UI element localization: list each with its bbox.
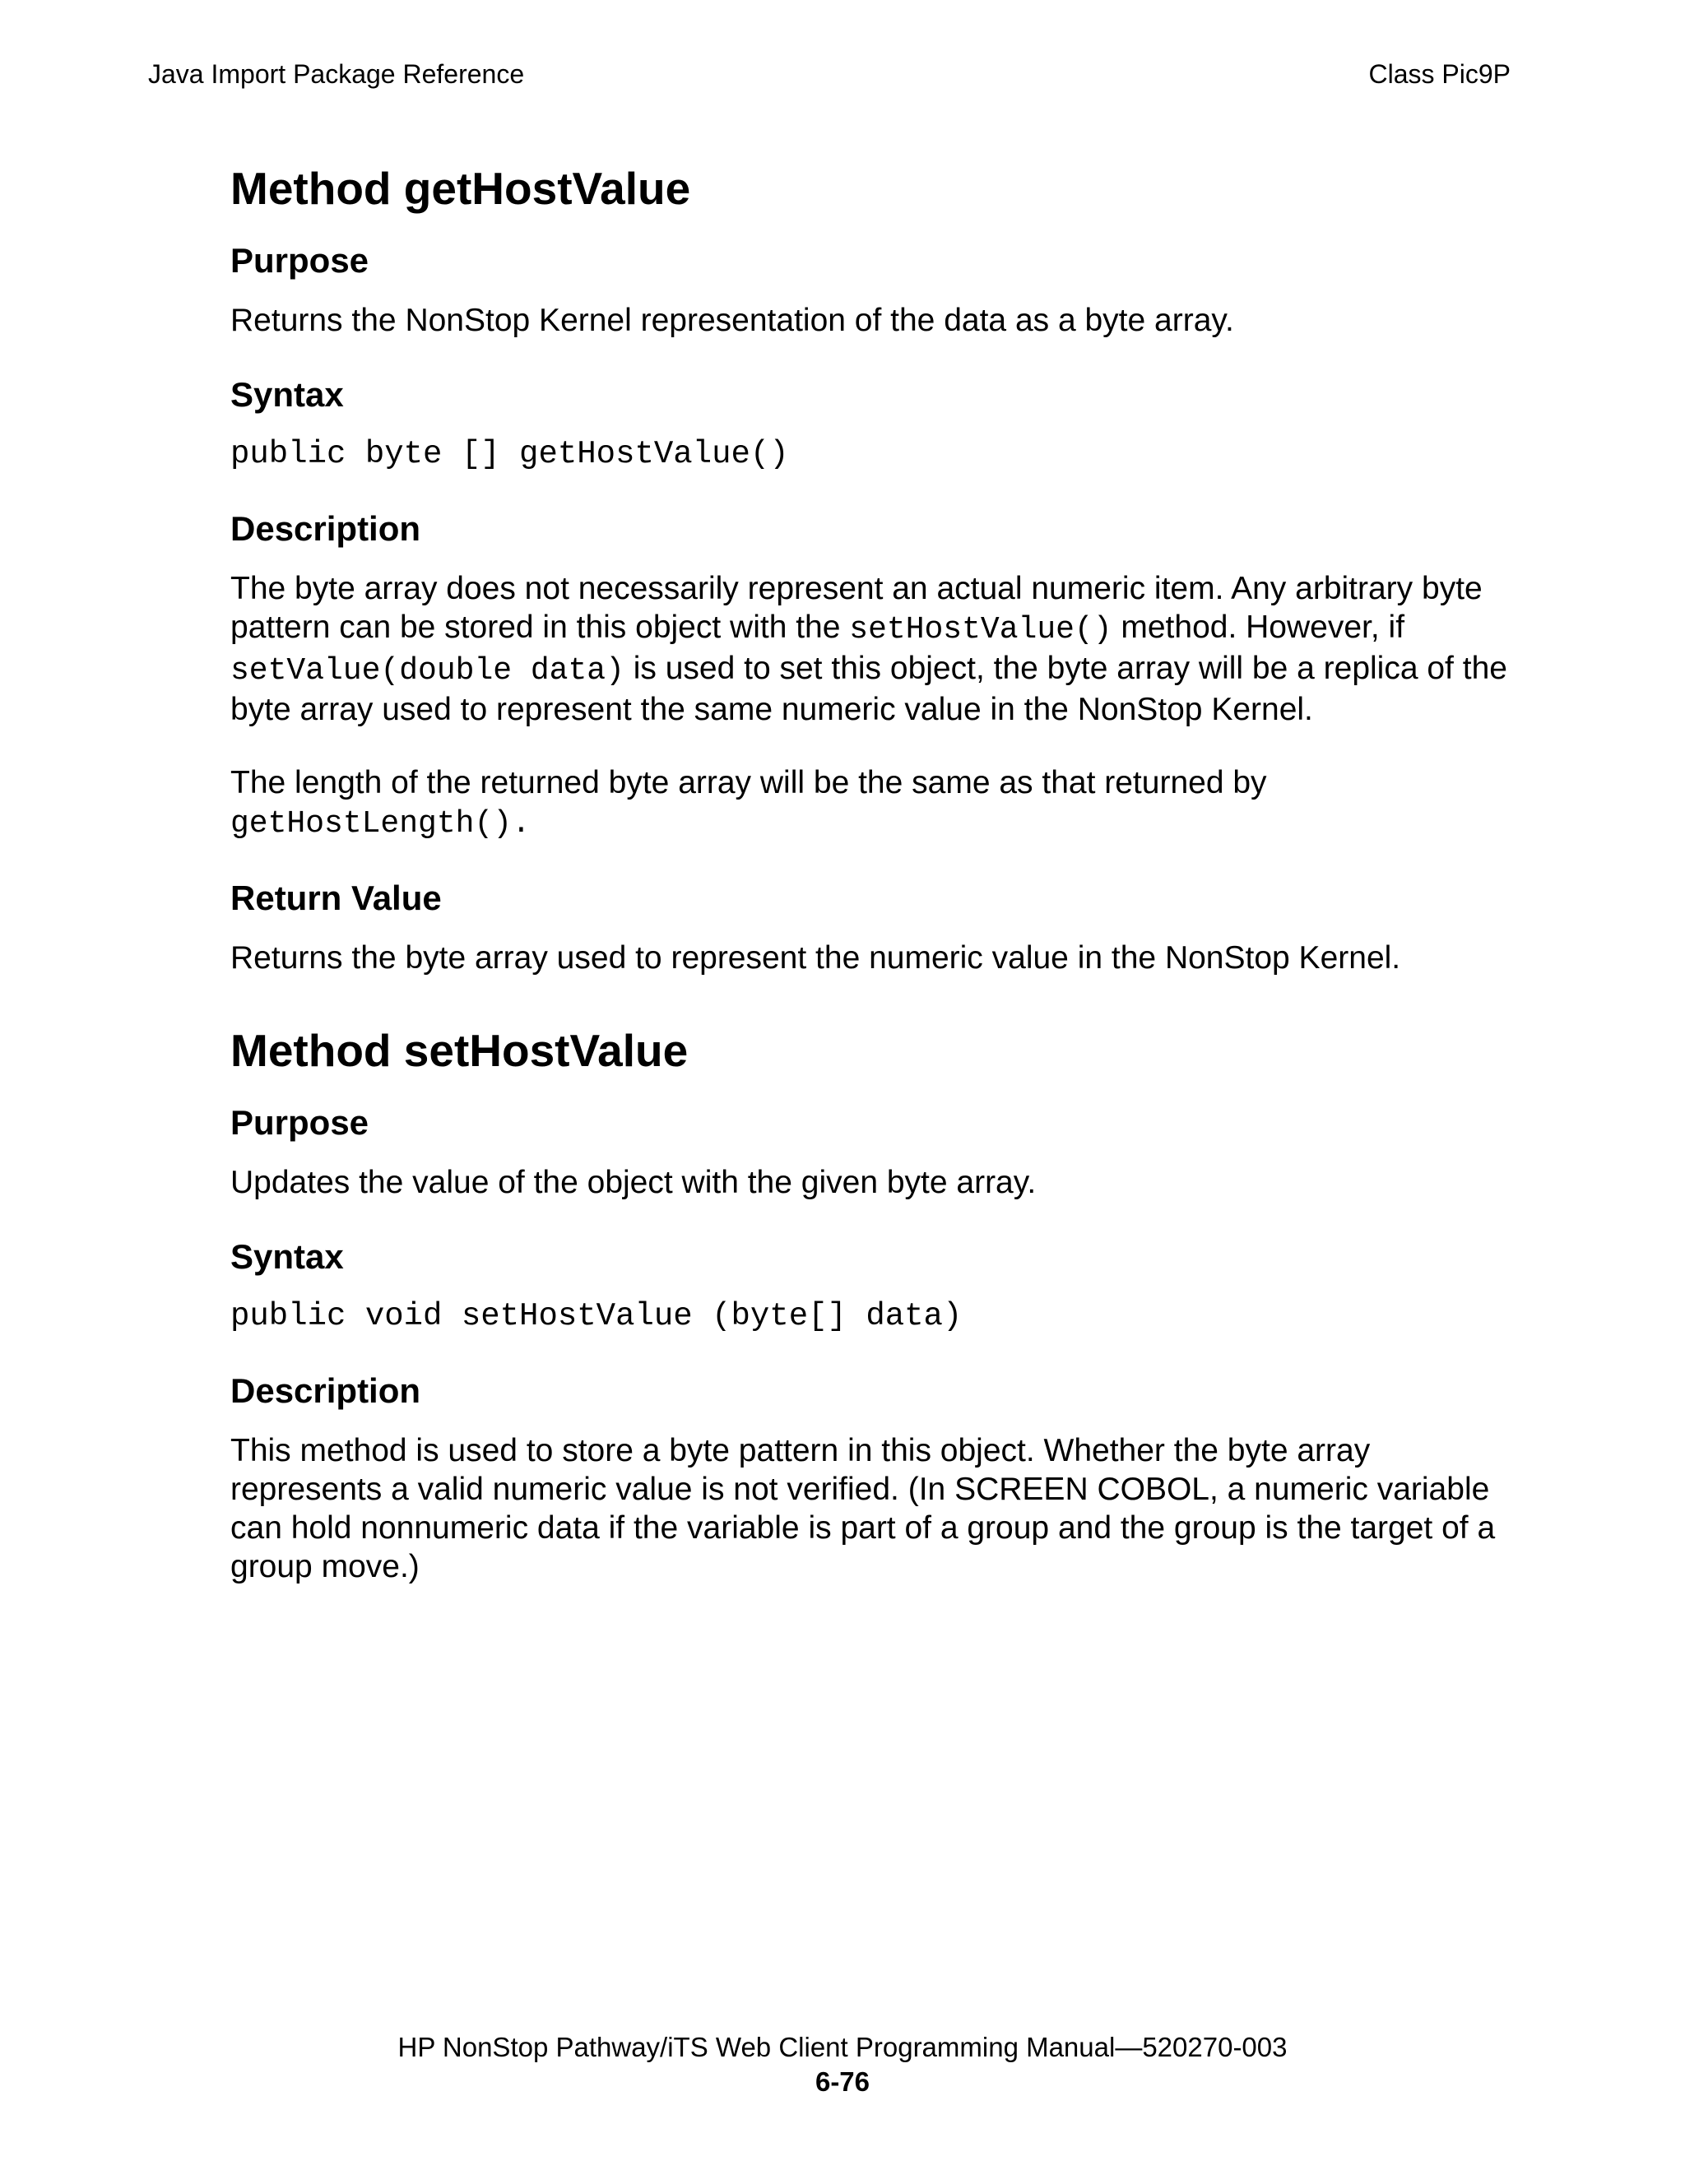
description-heading: Description: [230, 509, 421, 548]
method-gethostvalue: [230, 161, 1520, 977]
method-sethostvalue: [230, 1023, 1520, 1586]
syntax-code: public byte [] getHostValue(): [230, 436, 789, 472]
syntax-heading: Syntax: [230, 1237, 344, 1276]
inline-code: setValue(double data): [230, 653, 624, 689]
return-value-text: Returns the byte array used to represent the numeric value in the NonStop Kernel.: [230, 940, 1401, 976]
page-number: 6-76: [815, 2066, 870, 2097]
header-section-title: Java Import Package Reference: [148, 59, 525, 89]
return-value-heading: Return Value: [230, 879, 442, 917]
manual-title: HP NonStop Pathway/iTS Web Client Programming Manual—520270-003: [397, 2032, 1288, 2062]
page-header: [148, 58, 1511, 90]
description-text: This method is used to store a byte pattern in this object. Whether the byte array represents a valid numeric value is not verified. (In SCREEN COBOL, a numeric variable can hold nonnumeric data if the variable is part of a group and the group is the target of a group move.): [230, 1433, 1496, 1584]
method-title: Method getHostValue: [230, 163, 691, 214]
description-paragraph: [230, 763, 1520, 843]
description-text: The length of the returned byte array will be the same as that returned by: [230, 765, 1267, 800]
purpose-heading: Purpose: [230, 241, 369, 280]
page-content: [230, 161, 1520, 1621]
purpose-text: Updates the value of the object with the given byte array.: [230, 1165, 1037, 1200]
inline-code: setHostValue(): [849, 612, 1112, 647]
description-heading: Description: [230, 1371, 421, 1410]
purpose-text: Returns the NonStop Kernel representation of the data as a byte array.: [230, 303, 1234, 338]
syntax-heading: Syntax: [230, 375, 344, 414]
description-text: The byte array does not necessarily represent an actual numeric item. Any arbitrary byte pattern can be stored in this object with the: [230, 571, 1483, 645]
purpose-heading: Purpose: [230, 1103, 369, 1142]
page-footer: [0, 2030, 1685, 2099]
syntax-code: public void setHostValue (byte[] data): [230, 1298, 963, 1334]
header-class-name: Class Pic9P: [1368, 59, 1511, 89]
description-text: is used to set this object, the byte array will be a replica of the byte array used to represent the same numeric value in the NonStop Kernel.: [230, 651, 1507, 727]
description-paragraph: [230, 569, 1520, 729]
method-title: Method setHostValue: [230, 1025, 689, 1076]
description-text: method. However, if: [1112, 610, 1405, 645]
inline-code: getHostLength().: [230, 806, 531, 842]
